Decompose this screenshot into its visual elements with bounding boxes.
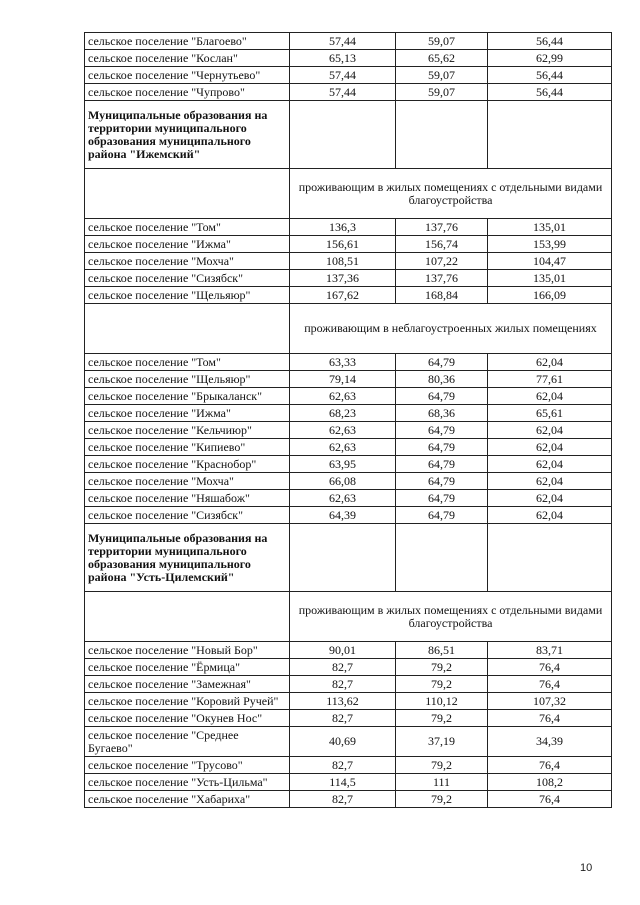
table-row xyxy=(85,507,612,524)
table-row xyxy=(85,710,612,727)
value-2-cell: 59,07 xyxy=(396,33,488,50)
page-number: 10 xyxy=(580,862,593,874)
value-1-cell: 90,01 xyxy=(290,642,396,659)
value-3-cell: 76,4 xyxy=(488,676,612,693)
value-3-cell: 135,01 xyxy=(488,270,612,287)
value-2-cell: 59,07 xyxy=(396,67,488,84)
settlement-name-cell: сельское поселение "Усть-Цильма" xyxy=(85,774,290,791)
value-1-cell: 62,63 xyxy=(290,490,396,507)
value-3-cell: 62,04 xyxy=(488,388,612,405)
value-3-cell: 76,4 xyxy=(488,757,612,774)
value-2-cell: 64,79 xyxy=(396,422,488,439)
value-1-cell: 65,13 xyxy=(290,50,396,67)
table-row xyxy=(85,727,612,757)
value-2-cell: 68,36 xyxy=(396,405,488,422)
settlement-name-cell: сельское поселение "Хабариха" xyxy=(85,791,290,808)
table-row xyxy=(85,67,612,84)
value-2-cell: 64,79 xyxy=(396,507,488,524)
value-3-cell: 62,04 xyxy=(488,490,612,507)
value-2-cell: 79,2 xyxy=(396,676,488,693)
value-3-cell: 62,04 xyxy=(488,439,612,456)
value-1-cell: 66,08 xyxy=(290,473,396,490)
subheading-row xyxy=(85,592,612,642)
settlement-name-cell: сельское поселение "Коровий Ручей" xyxy=(85,693,290,710)
value-3-cell: 77,61 xyxy=(488,371,612,388)
value-2-cell: 111 xyxy=(396,774,488,791)
value-3-cell: 56,44 xyxy=(488,33,612,50)
section-heading: Муниципальные образования на территории муниципального образования муниципального района "Ижемский" xyxy=(85,101,290,169)
value-2-cell: 137,76 xyxy=(396,270,488,287)
value-2-cell: 79,2 xyxy=(396,791,488,808)
value-3-cell: 62,04 xyxy=(488,354,612,371)
value-3-cell: 76,4 xyxy=(488,710,612,727)
settlement-name-cell: сельское поселение "Краснобор" xyxy=(85,456,290,473)
value-2-cell: 79,2 xyxy=(396,659,488,676)
value-2-cell: 137,76 xyxy=(396,219,488,236)
empty-cell xyxy=(396,101,488,169)
settlement-name-cell: сельское поселение "Мохча" xyxy=(85,473,290,490)
settlement-name-cell: сельское поселение "Сизябск" xyxy=(85,507,290,524)
value-3-cell: 76,4 xyxy=(488,791,612,808)
value-3-cell: 83,71 xyxy=(488,642,612,659)
settlement-name-cell: сельское поселение "Ёрмица" xyxy=(85,659,290,676)
tariff-table xyxy=(84,32,612,808)
value-3-cell: 76,4 xyxy=(488,659,612,676)
value-1-cell: 82,7 xyxy=(290,757,396,774)
value-2-cell: 37,19 xyxy=(396,727,488,757)
settlement-name-cell: сельское поселение "Среднее Бугаево" xyxy=(85,727,290,757)
settlement-name-cell: сельское поселение "Благоево" xyxy=(85,33,290,50)
category-subheading: проживающим в неблагоустроенных жилых помещениях xyxy=(290,304,612,354)
value-3-cell: 34,39 xyxy=(488,727,612,757)
value-1-cell: 108,51 xyxy=(290,253,396,270)
value-3-cell: 104,47 xyxy=(488,253,612,270)
settlement-name-cell: сельское поселение "Сизябск" xyxy=(85,270,290,287)
settlement-name-cell: сельское поселение "Няшабож" xyxy=(85,490,290,507)
empty-cell xyxy=(85,592,290,642)
table-row xyxy=(85,405,612,422)
value-2-cell: 59,07 xyxy=(396,84,488,101)
value-3-cell: 153,99 xyxy=(488,236,612,253)
category-subheading: проживающим в жилых помещениях с отдельными видами благоустройства xyxy=(290,169,612,219)
table-row xyxy=(85,791,612,808)
value-2-cell: 64,79 xyxy=(396,473,488,490)
empty-cell xyxy=(85,169,290,219)
table-row xyxy=(85,774,612,791)
settlement-name-cell: сельское поселение "Кипиево" xyxy=(85,439,290,456)
settlement-name-cell: сельское поселение "Чернутьево" xyxy=(85,67,290,84)
value-3-cell: 62,04 xyxy=(488,422,612,439)
settlement-name-cell: сельское поселение "Чупрово" xyxy=(85,84,290,101)
value-3-cell: 135,01 xyxy=(488,219,612,236)
value-3-cell: 62,04 xyxy=(488,456,612,473)
table-row xyxy=(85,439,612,456)
table-row xyxy=(85,456,612,473)
value-1-cell: 62,63 xyxy=(290,388,396,405)
value-3-cell: 108,2 xyxy=(488,774,612,791)
value-2-cell: 86,51 xyxy=(396,642,488,659)
value-1-cell: 82,7 xyxy=(290,791,396,808)
table-row xyxy=(85,490,612,507)
value-1-cell: 167,62 xyxy=(290,287,396,304)
value-1-cell: 62,63 xyxy=(290,422,396,439)
table-row xyxy=(85,676,612,693)
empty-cell xyxy=(290,101,396,169)
empty-cell xyxy=(488,524,612,592)
value-1-cell: 57,44 xyxy=(290,33,396,50)
value-3-cell: 62,04 xyxy=(488,473,612,490)
value-1-cell: 68,23 xyxy=(290,405,396,422)
value-1-cell: 64,39 xyxy=(290,507,396,524)
value-2-cell: 65,62 xyxy=(396,50,488,67)
table-row xyxy=(85,354,612,371)
value-3-cell: 56,44 xyxy=(488,84,612,101)
table-row xyxy=(85,693,612,710)
value-1-cell: 114,5 xyxy=(290,774,396,791)
table-row xyxy=(85,236,612,253)
value-1-cell: 63,95 xyxy=(290,456,396,473)
value-3-cell: 62,99 xyxy=(488,50,612,67)
section-heading-row xyxy=(85,101,612,169)
value-1-cell: 137,36 xyxy=(290,270,396,287)
table-row xyxy=(85,757,612,774)
value-2-cell: 64,79 xyxy=(396,490,488,507)
value-2-cell: 64,79 xyxy=(396,439,488,456)
table-row xyxy=(85,270,612,287)
table-row xyxy=(85,287,612,304)
subheading-row xyxy=(85,169,612,219)
value-1-cell: 113,62 xyxy=(290,693,396,710)
settlement-name-cell: сельское поселение "Брыкаланск" xyxy=(85,388,290,405)
table-row xyxy=(85,219,612,236)
value-3-cell: 56,44 xyxy=(488,67,612,84)
empty-cell xyxy=(290,524,396,592)
table-row xyxy=(85,422,612,439)
value-2-cell: 79,2 xyxy=(396,757,488,774)
settlement-name-cell: сельское поселение "Щельяюр" xyxy=(85,371,290,388)
empty-cell xyxy=(85,304,290,354)
tariff-table-body xyxy=(85,33,612,808)
value-2-cell: 64,79 xyxy=(396,354,488,371)
settlement-name-cell: сельское поселение "Том" xyxy=(85,354,290,371)
value-2-cell: 107,22 xyxy=(396,253,488,270)
value-1-cell: 82,7 xyxy=(290,710,396,727)
value-2-cell: 64,79 xyxy=(396,388,488,405)
section-heading-row xyxy=(85,524,612,592)
settlement-name-cell: сельское поселение "Окунев Нос" xyxy=(85,710,290,727)
empty-cell xyxy=(396,524,488,592)
value-1-cell: 79,14 xyxy=(290,371,396,388)
value-2-cell: 79,2 xyxy=(396,710,488,727)
subheading-row xyxy=(85,304,612,354)
table-row xyxy=(85,659,612,676)
value-1-cell: 63,33 xyxy=(290,354,396,371)
table-row xyxy=(85,33,612,50)
value-3-cell: 65,61 xyxy=(488,405,612,422)
table-row xyxy=(85,388,612,405)
category-subheading: проживающим в жилых помещениях с отдельными видами благоустройства xyxy=(290,592,612,642)
value-1-cell: 156,61 xyxy=(290,236,396,253)
empty-cell xyxy=(488,101,612,169)
settlement-name-cell: сельское поселение "Мохча" xyxy=(85,253,290,270)
value-1-cell: 40,69 xyxy=(290,727,396,757)
section-heading: Муниципальные образования на территории муниципального образования муниципального района "Усть-Цилемский" xyxy=(85,524,290,592)
value-2-cell: 64,79 xyxy=(396,456,488,473)
table-row xyxy=(85,642,612,659)
settlement-name-cell: сельское поселение "Замежная" xyxy=(85,676,290,693)
value-3-cell: 166,09 xyxy=(488,287,612,304)
settlement-name-cell: сельское поселение "Ижма" xyxy=(85,236,290,253)
value-2-cell: 156,74 xyxy=(396,236,488,253)
settlement-name-cell: сельское поселение "Новый Бор" xyxy=(85,642,290,659)
settlement-name-cell: сельское поселение "Том" xyxy=(85,219,290,236)
value-1-cell: 57,44 xyxy=(290,84,396,101)
value-3-cell: 62,04 xyxy=(488,507,612,524)
value-3-cell: 107,32 xyxy=(488,693,612,710)
settlement-name-cell: сельское поселение "Кослан" xyxy=(85,50,290,67)
table-row xyxy=(85,84,612,101)
value-1-cell: 136,3 xyxy=(290,219,396,236)
table-row xyxy=(85,50,612,67)
value-1-cell: 82,7 xyxy=(290,659,396,676)
value-2-cell: 80,36 xyxy=(396,371,488,388)
value-1-cell: 62,63 xyxy=(290,439,396,456)
table-row xyxy=(85,473,612,490)
value-2-cell: 110,12 xyxy=(396,693,488,710)
settlement-name-cell: сельское поселение "Кельчиюр" xyxy=(85,422,290,439)
value-1-cell: 57,44 xyxy=(290,67,396,84)
settlement-name-cell: сельское поселение "Трусово" xyxy=(85,757,290,774)
table-row xyxy=(85,371,612,388)
settlement-name-cell: сельское поселение "Щельяюр" xyxy=(85,287,290,304)
settlement-name-cell: сельское поселение "Ижма" xyxy=(85,405,290,422)
value-2-cell: 168,84 xyxy=(396,287,488,304)
table-row xyxy=(85,253,612,270)
value-1-cell: 82,7 xyxy=(290,676,396,693)
